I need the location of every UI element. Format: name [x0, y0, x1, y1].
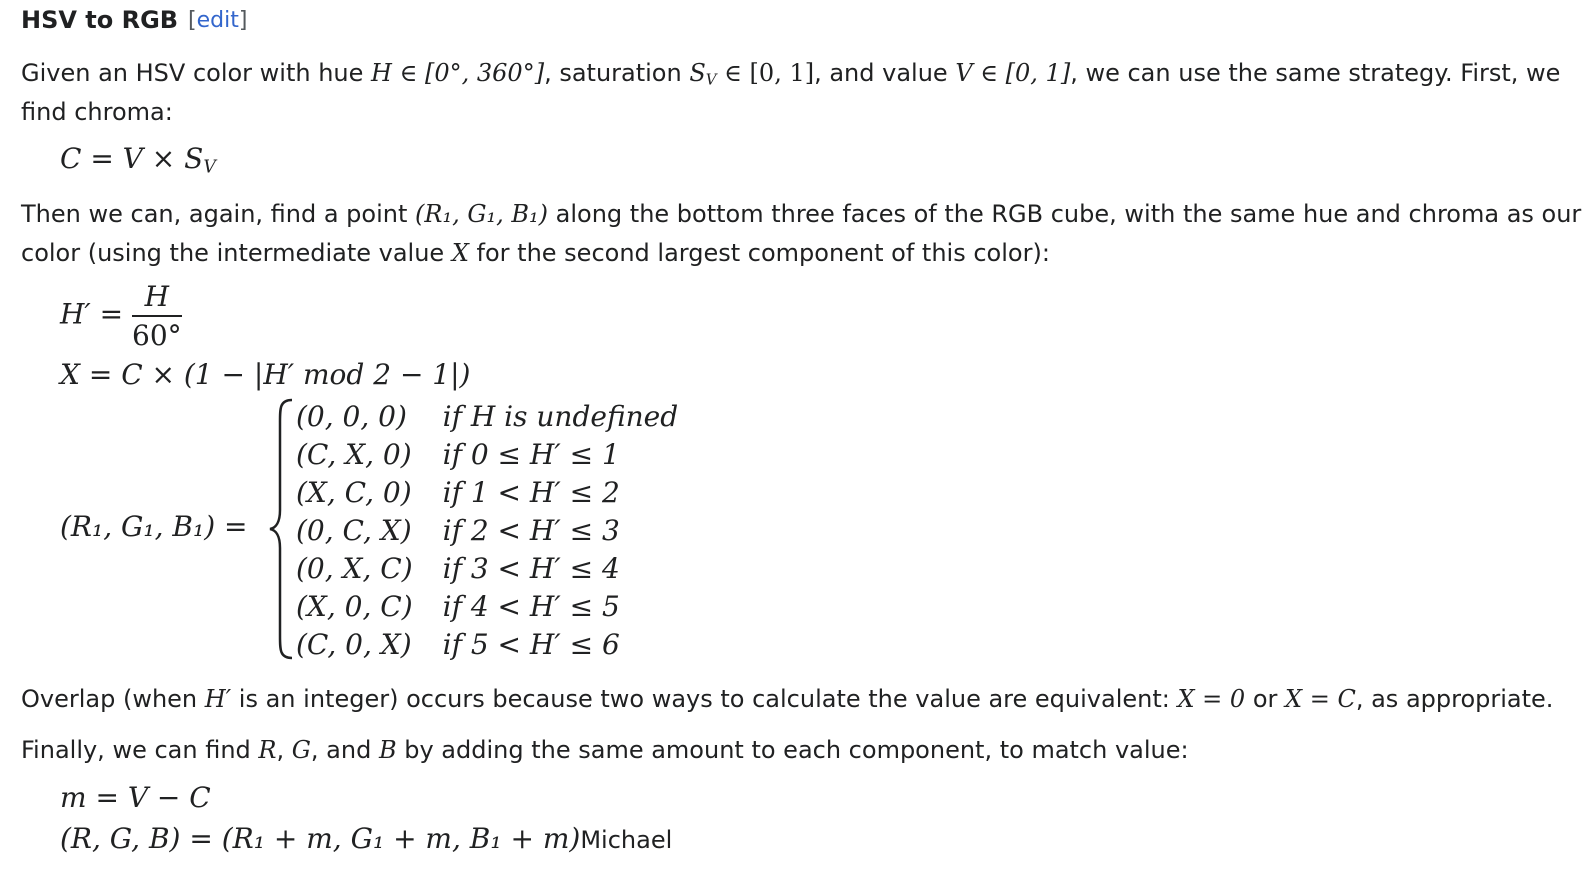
- text: Overlap (when: [21, 685, 205, 713]
- text: Finally, we can find: [21, 736, 259, 764]
- math-saturation: [689, 59, 814, 87]
- math-lhs: H′ =: [60, 297, 124, 331]
- cases-row: [296, 398, 678, 436]
- cases-value: (0, X, C): [296, 552, 413, 585]
- paragraph-intro: [21, 54, 1560, 132]
- fraction: [132, 280, 182, 352]
- math-range: ∈ [0, 1]: [716, 59, 815, 87]
- cases-value: (C, X, 0): [296, 438, 412, 471]
- math-hprime: H′: [204, 685, 232, 713]
- equation-x: [60, 358, 470, 391]
- text: by adding the same amount to each component, to match value:: [396, 736, 1189, 764]
- cases-value: (X, 0, C): [296, 590, 413, 623]
- edit-section-link-wrap: [188, 8, 247, 33]
- paragraph-point: [21, 195, 1581, 273]
- cases-table: [296, 398, 678, 664]
- cases-condition: if 0 ≤ H′ ≤ 1: [442, 438, 620, 471]
- cases-row: [296, 436, 678, 474]
- cases-row: [296, 550, 678, 588]
- cases-condition: if H is undefined: [442, 400, 679, 433]
- math-g: G: [291, 736, 311, 764]
- trailing-text: Michael: [580, 826, 673, 854]
- edit-section-link[interactable]: edit: [196, 8, 239, 33]
- cases-value: (X, C, 0): [296, 476, 412, 509]
- text: ,: [276, 736, 292, 764]
- paragraph-finally: [21, 731, 1189, 770]
- text: , and: [310, 736, 379, 764]
- math-x-zero: X = 0: [1177, 685, 1246, 713]
- math-sub: V: [705, 70, 717, 89]
- section-heading: HSV to RGB: [21, 6, 179, 34]
- math-expr: m = V − C: [60, 781, 211, 814]
- cases-condition: if 4 < H′ ≤ 5: [442, 590, 620, 623]
- math-value: V ∈ [0, 1]: [955, 59, 1071, 87]
- math-x: X: [451, 239, 469, 267]
- cases-condition: if 3 < H′ ≤ 4: [442, 552, 620, 585]
- fraction-denominator: 60°: [132, 319, 182, 352]
- edit-bracket-open: [: [188, 8, 197, 33]
- math-expr: C = V × S: [60, 142, 204, 175]
- text: find chroma:: [21, 98, 173, 126]
- text: along the bottom three faces of the RGB cube, with the same hue and chroma as our: [548, 200, 1582, 228]
- cases-value: (C, 0, X): [296, 628, 412, 661]
- math-sub: V: [203, 157, 216, 178]
- math-point: (R₁, G₁, B₁): [415, 200, 549, 228]
- cases-row: [296, 512, 678, 550]
- math-hue: H ∈ [0°, 360°]: [371, 59, 545, 87]
- text: color (using the intermediate value: [21, 239, 452, 267]
- text: or: [1245, 685, 1286, 713]
- math-x-c: X = C: [1285, 685, 1356, 713]
- text: , we can use the same strategy. First, we: [1070, 59, 1561, 87]
- cases-value: (0, 0, 0): [296, 400, 407, 433]
- text: Given an HSV color with hue: [21, 59, 372, 87]
- fraction-numerator: H: [132, 280, 182, 317]
- cases-condition: if 2 < H′ ≤ 3: [442, 514, 620, 547]
- cases-condition: if 5 < H′ ≤ 6: [442, 628, 620, 661]
- text: Then we can, again, find a point: [21, 200, 416, 228]
- text: , saturation: [544, 59, 690, 87]
- equation-rgb: [60, 822, 672, 855]
- math-expr: (R, G, B) = (R₁ + m, G₁ + m, B₁ + m): [60, 822, 581, 855]
- paragraph-overlap: [21, 680, 1553, 719]
- math-r: R: [258, 736, 277, 764]
- left-brace-icon: [268, 398, 298, 660]
- text: is an integer) occurs because two ways to calculate the value are equivalent:: [231, 685, 1178, 713]
- math-expr: X = C × (1 − |H′ mod 2 − 1|): [60, 358, 471, 391]
- cases-row: [296, 588, 678, 626]
- text: , and value: [814, 59, 956, 87]
- text: for the second largest component of this color):: [468, 239, 1050, 267]
- equation-chroma: [60, 142, 216, 178]
- text: , as appropriate.: [1355, 685, 1554, 713]
- cases-row: [296, 474, 678, 512]
- cases-value: (0, C, X): [296, 514, 412, 547]
- edit-bracket-close: ]: [238, 8, 248, 33]
- cases-condition: if 1 < H′ ≤ 2: [442, 476, 620, 509]
- equation-m: [60, 781, 211, 814]
- math-b: B: [378, 736, 397, 764]
- cases-row: [296, 626, 678, 664]
- math-s: S: [689, 59, 706, 87]
- cases-lhs: (R₁, G₁, B₁) =: [60, 510, 248, 543]
- equation-hprime: [60, 280, 182, 352]
